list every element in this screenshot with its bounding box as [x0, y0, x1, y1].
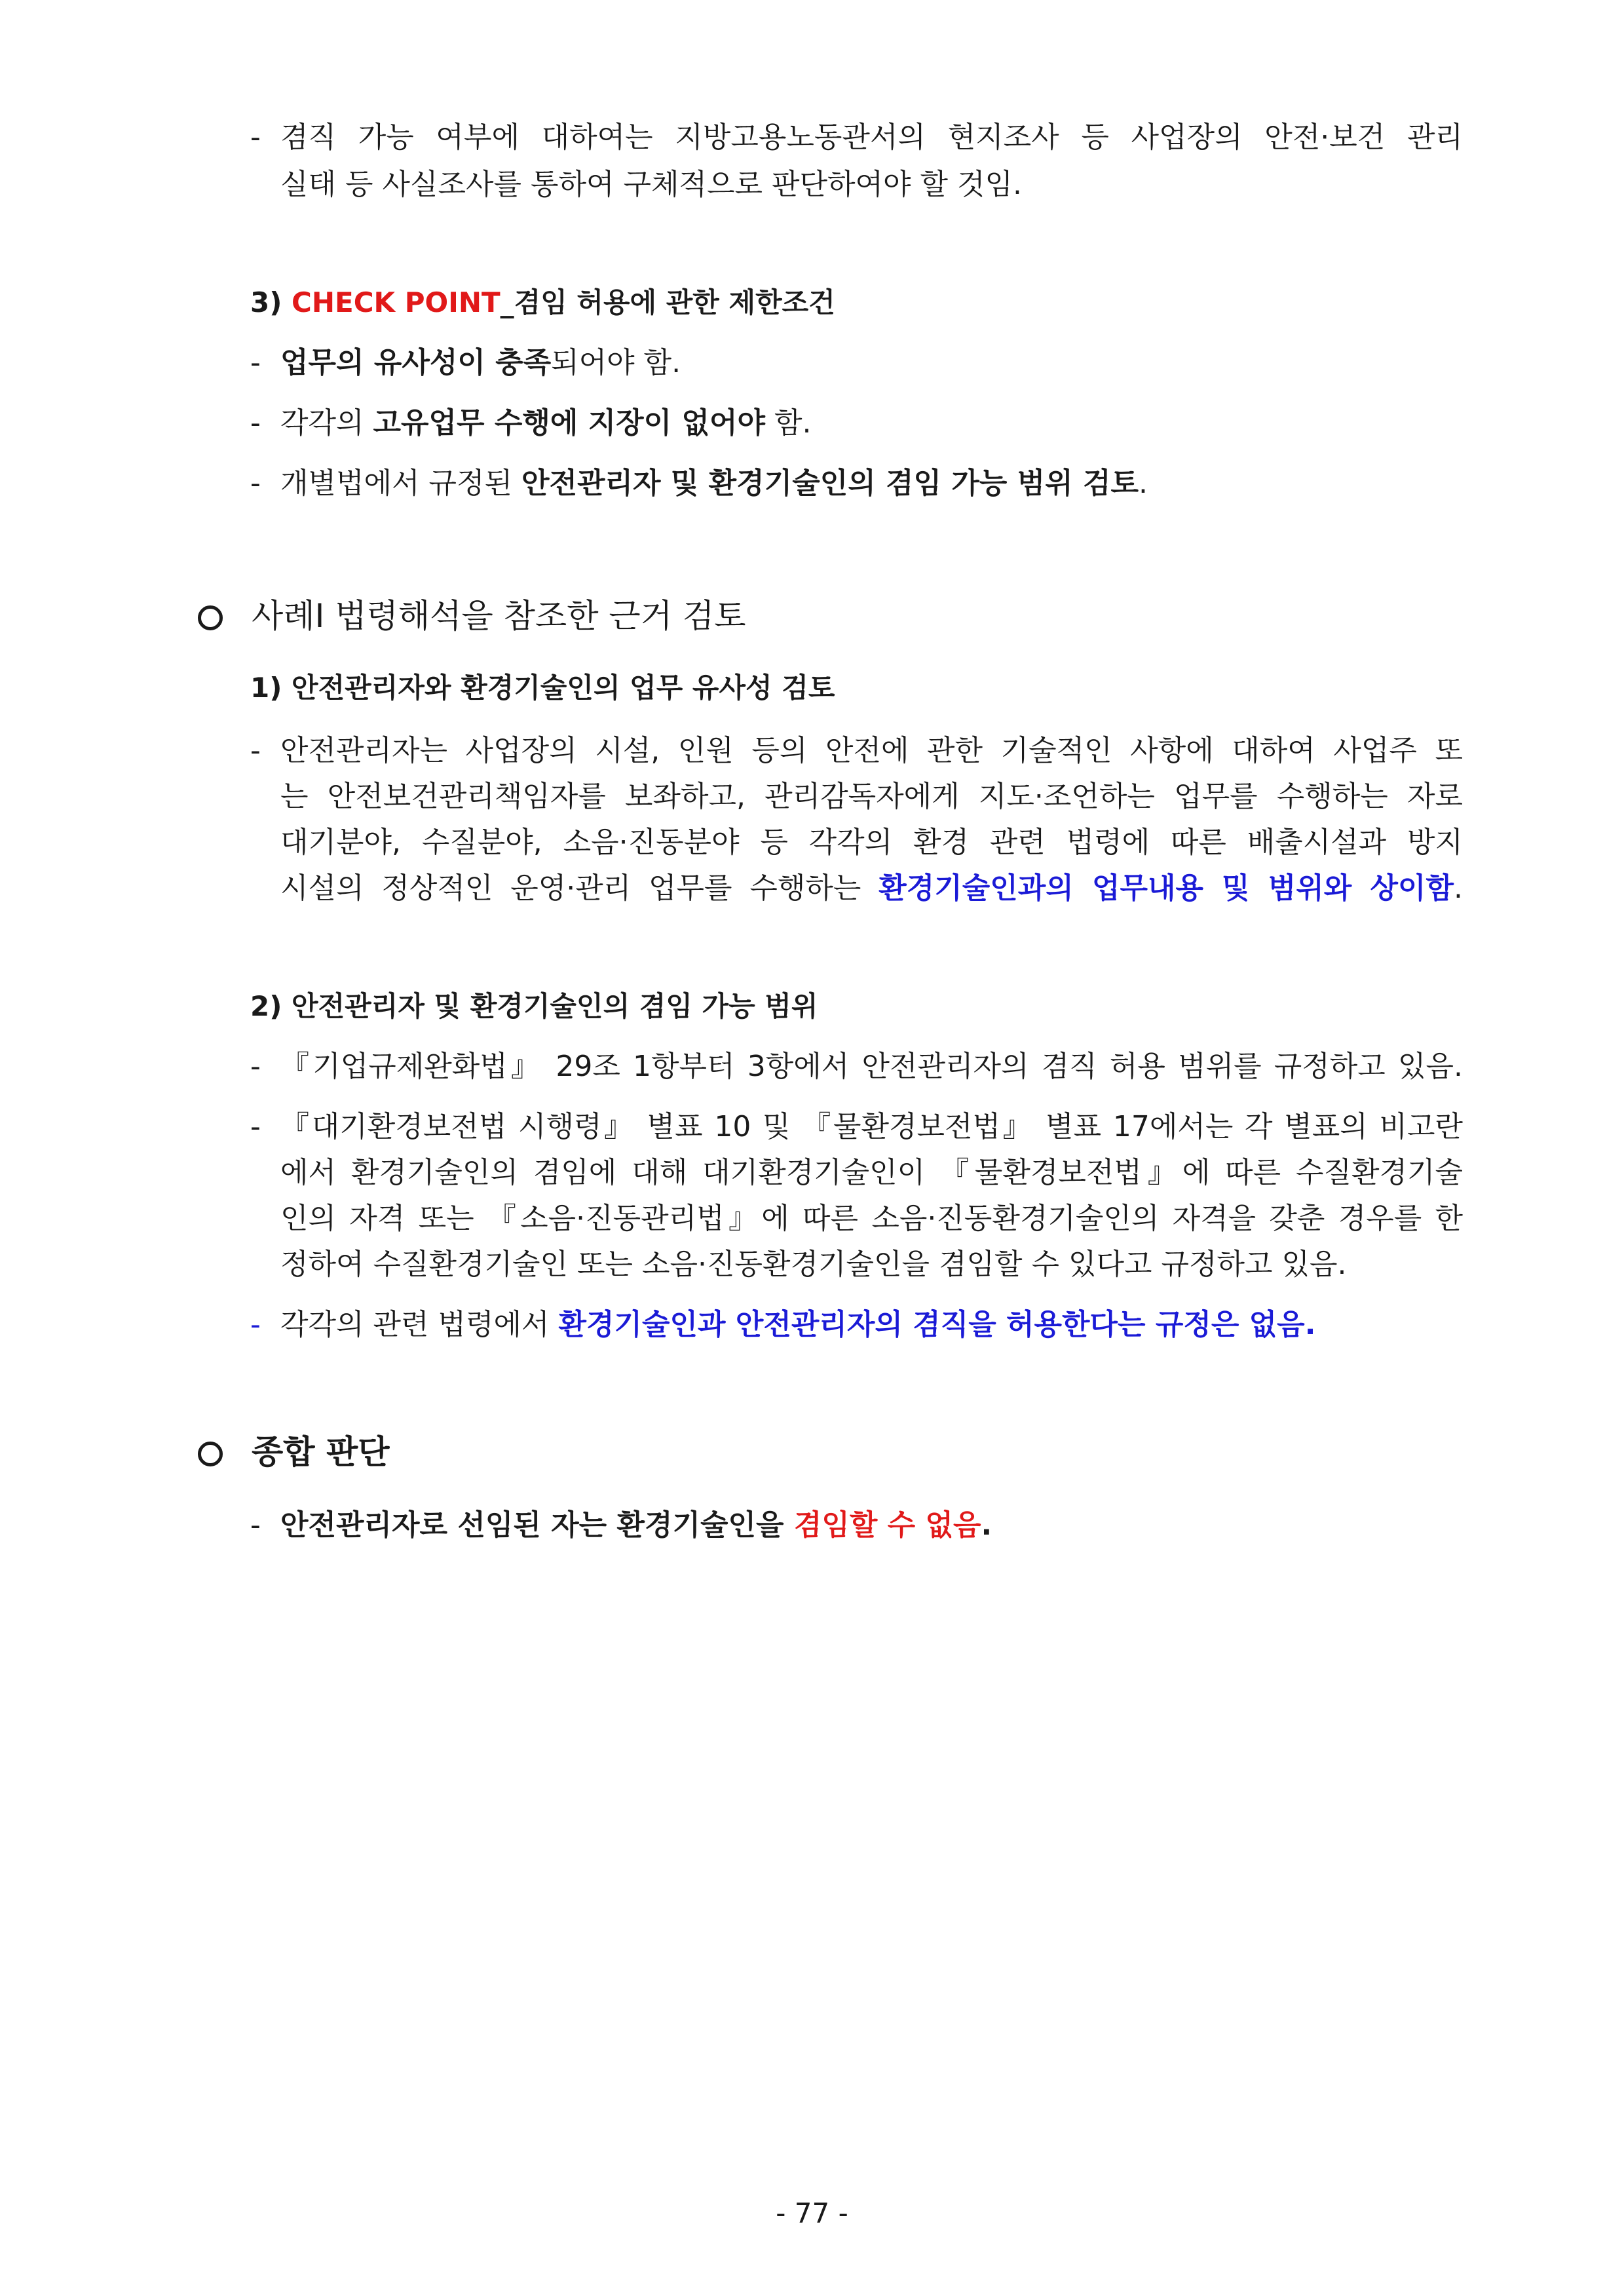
case1-sub1-title: 1) 안전관리자와 환경기술인의 업무 유사성 검토 [250, 672, 835, 704]
bullet-dash: - [250, 121, 261, 154]
checkpoint-label: CHECK POINT [292, 286, 500, 318]
intro-text-2: 실태 등 사실조사를 통하여 구체적으로 판단하여야 할 것임. [280, 168, 1022, 201]
intro-text-1: 겸직 가능 여부에 대하여는 지방고용노동관서의 현지조사 등 사업장의 안전·보건 관리 [280, 121, 1463, 154]
page-number: - 77 - [776, 2197, 848, 2229]
circle-bullet-icon [198, 1442, 223, 1466]
case1-sub2-title: 2) 안전관리자 및 환경기술인의 겸임 가능 범위 [250, 990, 818, 1022]
checkpoint-title: 3) CHECK POINT_겸임 허용에 관한 제한조건 [250, 286, 835, 318]
circle-bullet-icon [198, 605, 223, 630]
conclusion-heading: 종합 판단 [252, 1433, 390, 1471]
case1-heading: 사례Ⅰ 법령해석을 참조한 근거 검토 [252, 597, 746, 635]
